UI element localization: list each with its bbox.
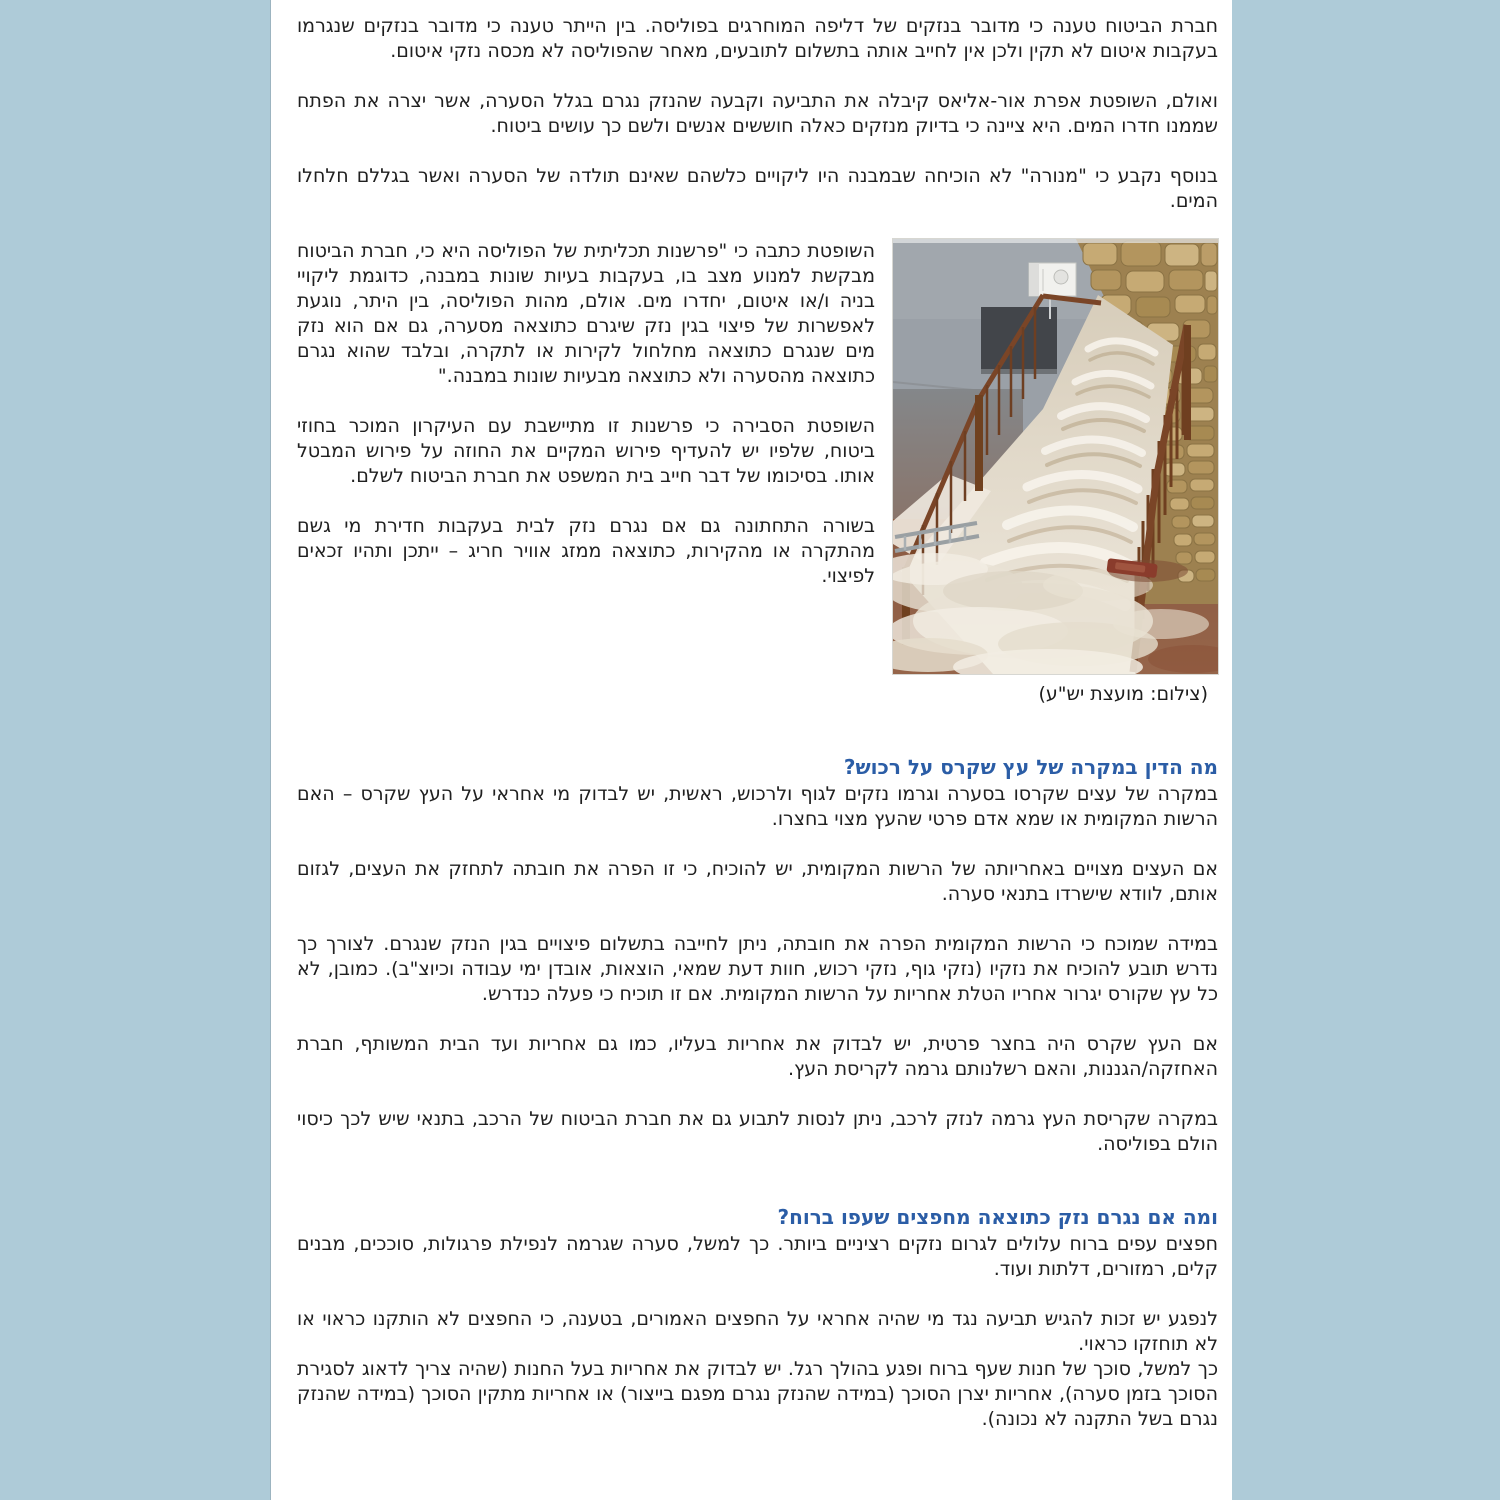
section-paragraph: במקרה של עצים שקרסו בסערה וגרמו נזקים לגוף ולרכוש, ראשית, יש לבדוק מי אחראי על העץ שקרס – האם הרשות המקומית או שמא אדם פרטי שהעץ מצוי בחצרו. — [297, 783, 1218, 830]
ruling-paragraph: השופטת כתבה כי "פרשנות תכליתית של הפוליסה היא כי, חברת הביטוח מבקשת למנוע מצב בו, בעקבות בעיות שונות במבנה, כדוגמת ליקויי בניה ו/או איטום, יחדרו מים. אולם, מהות הפוליסה, בין היתר, נוגעת לאפשרות של פיצוי בגין נזק שיגרם כתוצאה מסערה, גם אם הוא נזק מים שנגרם כתוצאה מחלחול לקירות או לתקרה, ובלבד שהוא נגרם כתוצאה מהסערה ולא כתוצאה מבעיות שונות במבנה." — [297, 240, 875, 387]
section-heading-wind-blown-objects: ומה אם נגרם נזק כתוצאה מחפצים שעפו ברוח? — [777, 1205, 1218, 1229]
intro-paragraph: חברת הביטוח טענה כי מדובר בנזקים של דליפה המוחרגים בפוליסה. בין הייתר טענה כי מדובר בנזקים שנגרמו בעקבות איטום לא תקין ולכן אין לחייב אותה בתשלום לתובעים, מאחר שהפוליסה לא מכסה נזקי איטום. — [297, 15, 1218, 62]
document-page — [270, 0, 1232, 1500]
section-paragraph: כך למשל, סוכך של חנות שעף ברוח ופגע בהולך רגל. יש לבדוק את אחריות בעל החנות (שהיה צריך לדאוג לסגירת הסוכך בזמן סערה), אחריות יצרן הסוכך (במידה שהנזק נגרם מפגם בייצור) או אחריות מתקין הסוכך (במידה שהנזק נגרם בשל התקנה לא נכונה). — [297, 1358, 1218, 1430]
photo-edge — [893, 239, 1218, 243]
intro-paragraph: בנוסף נקבע כי "מנורה" לא הוכיחה שבמבנה היו ליקויים כלשהם שאינם תולדה של הסערה ואשר בגללם חלחלו המים. — [297, 165, 1218, 212]
section-heading-tree-collapse: מה הדין במקרה של עץ שקרס על רכוש? — [843, 755, 1218, 779]
section-paragraph: במקרה שקריסת העץ גרמה לנזק לרכב, ניתן לנסות לתבוע גם את חברת הביטוח של הרכב, בתנאי שיש לכך כיסוי הולם בפוליסה. — [297, 1108, 1218, 1155]
photo-section — [297, 239, 1218, 707]
section-paragraph: אם העץ שקרס היה בחצר פרטית, יש לבדוק את אחריות בעליו, כמו גם אחריות ועד הבית המשותף, חברת האחזקה/הגננות, והאם רשלנותם גרמה לקריסת העץ. — [297, 1033, 1218, 1080]
section-paragraph: במידה שמוכח כי הרשות המקומית הפרה את חובתה, ניתן לחייבה בתשלום פיצויים בגין הנזק שנגרם. לצורך כך נדרש תובע להוכיח את נזקיו (נזקי גוף, נזקי רכוש, חוות דעת שמאי, הוצאות, אובדן ימי עבודה וכיוצ"ב). כמובן, לא כל עץ שקורס יגרור אחריו הטלת אחריות על הרשות המקומית. אם זו תוכיח כי פעלה כנדרש. — [297, 933, 1218, 1005]
intro-paragraph: ואולם, השופטת אפרת אור-אליאס קיבלה את התביעה וקבעה שהנזק נגרם בגלל הסערה, אשר יצרה את הפתח שממנו חדרו המים. היא ציינה כי בדיוק מנזקים כאלה חוששים אנשים ולשם כך עושים ביטוח. — [297, 90, 1218, 137]
flood-stairs-photo — [893, 239, 1218, 674]
section-paragraph: חפצים עפים ברוח עלולים לגרום נזקים רציניים ביותר. כך למשל, סערה שגרמה לנפילת פרגולות, סוככים, מבנים קלים, רמזורים, דלתות ועוד. — [297, 1233, 1218, 1280]
ruling-paragraph: השופטת הסבירה כי פרשנות זו מתיישבת עם העיקרון המוכר בחוזי ביטוח, שלפיו יש להעדיף פירוש המקיים את החוזה על פירוש המבטל אותו. בסיכומו של דבר חייב בית המשפט את חברת הביטוח לשלם. — [297, 415, 875, 487]
section-paragraph: אם העצים מצויים באחריותה של הרשות המקומית, יש להוכיח, כי זו הפרה את חובתה לתחזק את העצים, לגזום אותם, לוודא שישרדו בתנאי סערה. — [297, 858, 1218, 905]
window — [981, 307, 1057, 374]
flood-photo-figure — [893, 239, 1218, 707]
section-paragraph: לנפגע יש זכות להגיש תביעה נגד מי שהיה אחראי על החפצים האמורים, בטענה, כי החפצים לא הותקנו כראוי או לא תוחזקו כראוי. — [297, 1308, 1218, 1355]
ruling-paragraph: בשורה התחתונה גם אם נגרם נזק לבית בעקבות חדירת מי גשם מהתקרה או מהקירות, כתוצאה ממזג אוויר חריג – ייתכן ותהיו זכאים לפיצוי. — [297, 515, 875, 587]
photo-caption: (צילום: מועצת יש"ע) — [1038, 683, 1208, 705]
